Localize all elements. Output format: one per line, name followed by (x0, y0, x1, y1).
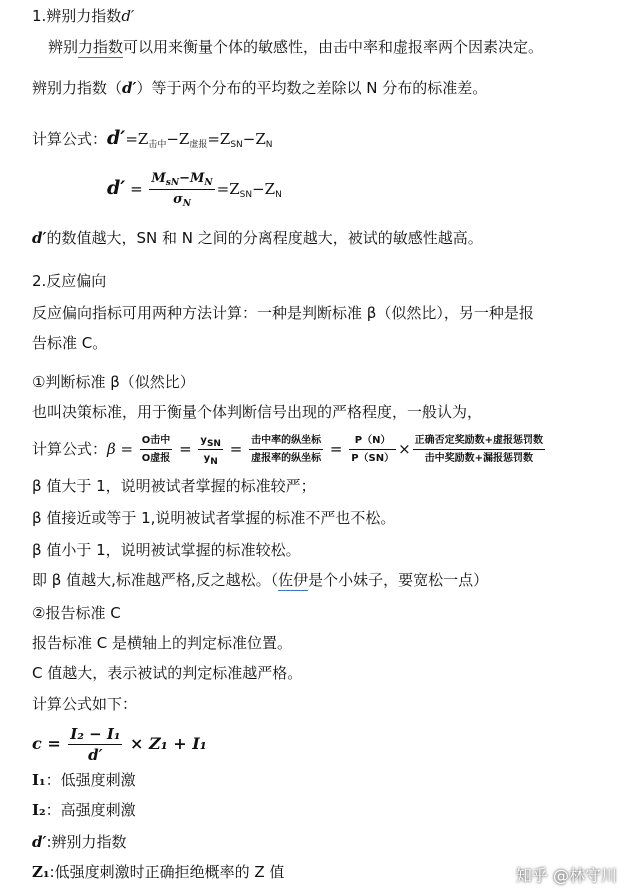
beta-fraction-2 (198, 433, 223, 466)
d-prime-symbol: d′ (32, 229, 47, 247)
c-rest: × Z₁ + I₁ (124, 734, 207, 753)
def-z1 (32, 862, 284, 882)
def-symbol: Z₁ (32, 863, 50, 881)
beta-note-4 (32, 570, 488, 590)
num-part: −M (179, 171, 205, 186)
section1-para3 (32, 228, 483, 248)
formula-term: =Z (207, 130, 231, 148)
fraction-denominator: 虚报率的纵坐标 (251, 453, 322, 464)
def-symbol: d′ (32, 833, 47, 851)
def-text: ：低强度刺激 (45, 771, 136, 789)
def-dprime (32, 832, 127, 852)
note4-end: 是个小妹子，要宽松一点） (308, 571, 489, 589)
fraction-denominator (198, 450, 223, 466)
para3-text: 的数值越大，SN 和 N 之间的分离程度越大，被试的敏感性越高。 (46, 229, 483, 247)
def-i2 (32, 800, 136, 820)
c-denominator: d′ (88, 746, 103, 764)
formula2-term: −Z (252, 180, 276, 198)
section1-para1 (48, 37, 543, 57)
formula2-eq: = (125, 180, 148, 198)
formula2-denominator (149, 190, 214, 209)
fraction-numerator: O击中 (140, 433, 173, 450)
section2-para5: C 值越大，表示被试的判定标准越严格。 (32, 664, 303, 682)
formula-sub: 虚报 (189, 140, 208, 150)
beta-fraction-4 (349, 433, 396, 466)
underlined-term: 力指数 (78, 38, 124, 56)
fraction-denominator: 击中奖励数+漏报惩罚数 (424, 453, 534, 464)
formula2-lhs: d′ (107, 177, 126, 199)
section2-para2: 告标准 C。 (32, 334, 108, 352)
def-symbol: I₂ (32, 801, 46, 819)
section2-para6: 计算公式如下： (32, 695, 138, 713)
def-text: :辨别力指数 (46, 833, 127, 851)
formula-label: 计算公式： (32, 440, 108, 458)
formula2-fraction (149, 170, 214, 209)
fraction-denominator: O虚报 (141, 453, 171, 464)
beta-symbol: β = (107, 440, 138, 458)
formula2-numerator (149, 170, 214, 190)
beta-fraction-5 (413, 433, 545, 466)
c-numerator: I₂ − I₁ (70, 725, 121, 743)
y-symbol: y (200, 435, 207, 446)
underlined-name: 佐伊 (278, 571, 309, 589)
y-sub: SN (206, 439, 221, 449)
formula-1 (32, 128, 273, 149)
num-part: M (151, 171, 166, 186)
formula2-term: =Z (216, 180, 240, 198)
c-lhs: c = (32, 734, 67, 753)
num-sub: N (204, 178, 213, 188)
formula-sub: SN (230, 140, 243, 150)
formula-label: 计算公式： (32, 130, 108, 148)
y-symbol: y (203, 453, 211, 464)
section2-para1: 反应偏向指标可用两种方法计算：一种是判断标准 β（似然比），另一种是报 (32, 304, 534, 322)
para1-end: 可以用来衡量个体的敏感性，由击中率和虚报率两个因素决定。 (123, 38, 544, 56)
zhihu-watermark: 知乎 @林守川 (515, 866, 617, 885)
heading-symbol: d′ (121, 7, 135, 25)
c-fraction (68, 725, 122, 764)
num-sub: sN (165, 178, 180, 188)
section2-para4: 报告标准 C 是横轴上的判定标准位置。 (32, 634, 293, 652)
den-part: σ (173, 192, 183, 207)
section1-heading-text: 1.辨别力指数 (32, 7, 122, 25)
formula-sub: 击中 (148, 140, 167, 150)
formula-sub: N (265, 140, 273, 150)
fraction-numerator: 击中率的纵坐标 (249, 433, 323, 450)
formula2-sub: N (275, 190, 282, 200)
y-sub: N (210, 457, 218, 467)
section1-heading (32, 6, 134, 26)
times-symbol: × (398, 440, 411, 458)
para2-end: ）等于两个分布的平均数之差除以 N 分布的标准差。 (136, 79, 488, 97)
beta-fraction-1 (140, 433, 173, 466)
section2-para3: 也叫决策标准，用于衡量个体判断信号出现的严格程度，一般认为， (32, 403, 483, 421)
fraction-numerator: P（N） (349, 433, 396, 450)
para2-start: 辨别力指数（ (32, 79, 123, 97)
def-i1 (32, 770, 136, 790)
note4-start: 即 β 值越大,标准越严格,反之越松。（ (32, 571, 279, 589)
subheading-beta: ①判断标准 β（似然比） (32, 373, 195, 391)
formula-beta: 计算公式：β = $\frac{\text{O击中}}{\text{O虚报}}$ = $\frac{y_{SN}}{y_N}$ = $\frac{\text{击中率的纵坐标}}{\text{虚报率的纵坐标}}$ = $\frac{P(N)}{P(SN)}$ × $\frac{\text{正确否定奖励数+虚报惩罚数}}{\text{击中奖励数+漏报惩罚数}}$ (32, 435, 544, 467)
formula2-sub: SN (239, 190, 253, 200)
formula-term: =Z (125, 130, 149, 148)
subheading-c: ②报告标准 C (32, 604, 121, 622)
fraction-denominator: P（SN） (351, 453, 395, 464)
section1-para2 (32, 78, 487, 98)
formula-2 (107, 168, 282, 209)
para1-start: 辨别 (48, 38, 79, 56)
beta-note-2: β 值接近或等于 1,说明被试者掌握的标准不严也不松。 (32, 509, 396, 527)
def-text: ：高强度刺激 (45, 801, 136, 819)
fraction-numerator (198, 433, 223, 450)
formula-term: −Z (242, 130, 266, 148)
d-prime-symbol: d′ (122, 79, 137, 97)
den-sub: N (182, 199, 191, 209)
fraction-numerator: 正确否定奖励数+虚报惩罚数 (413, 433, 545, 450)
beta-note-1: β 值大于 1，说明被试者掌握的标准较严； (32, 477, 316, 495)
formula-lhs: d′ (107, 127, 126, 149)
def-text: :低强度刺激时正确拒绝概率的 Z 值 (49, 863, 285, 881)
formula-term: −Z (166, 130, 190, 148)
formula-c (32, 722, 207, 766)
section2-heading: 2.反应偏向 (32, 272, 107, 290)
beta-note-3: β 值小于 1，说明被试掌握的标准较松。 (32, 541, 301, 559)
def-symbol: I₁ (32, 771, 46, 789)
beta-fraction-3 (249, 433, 323, 466)
